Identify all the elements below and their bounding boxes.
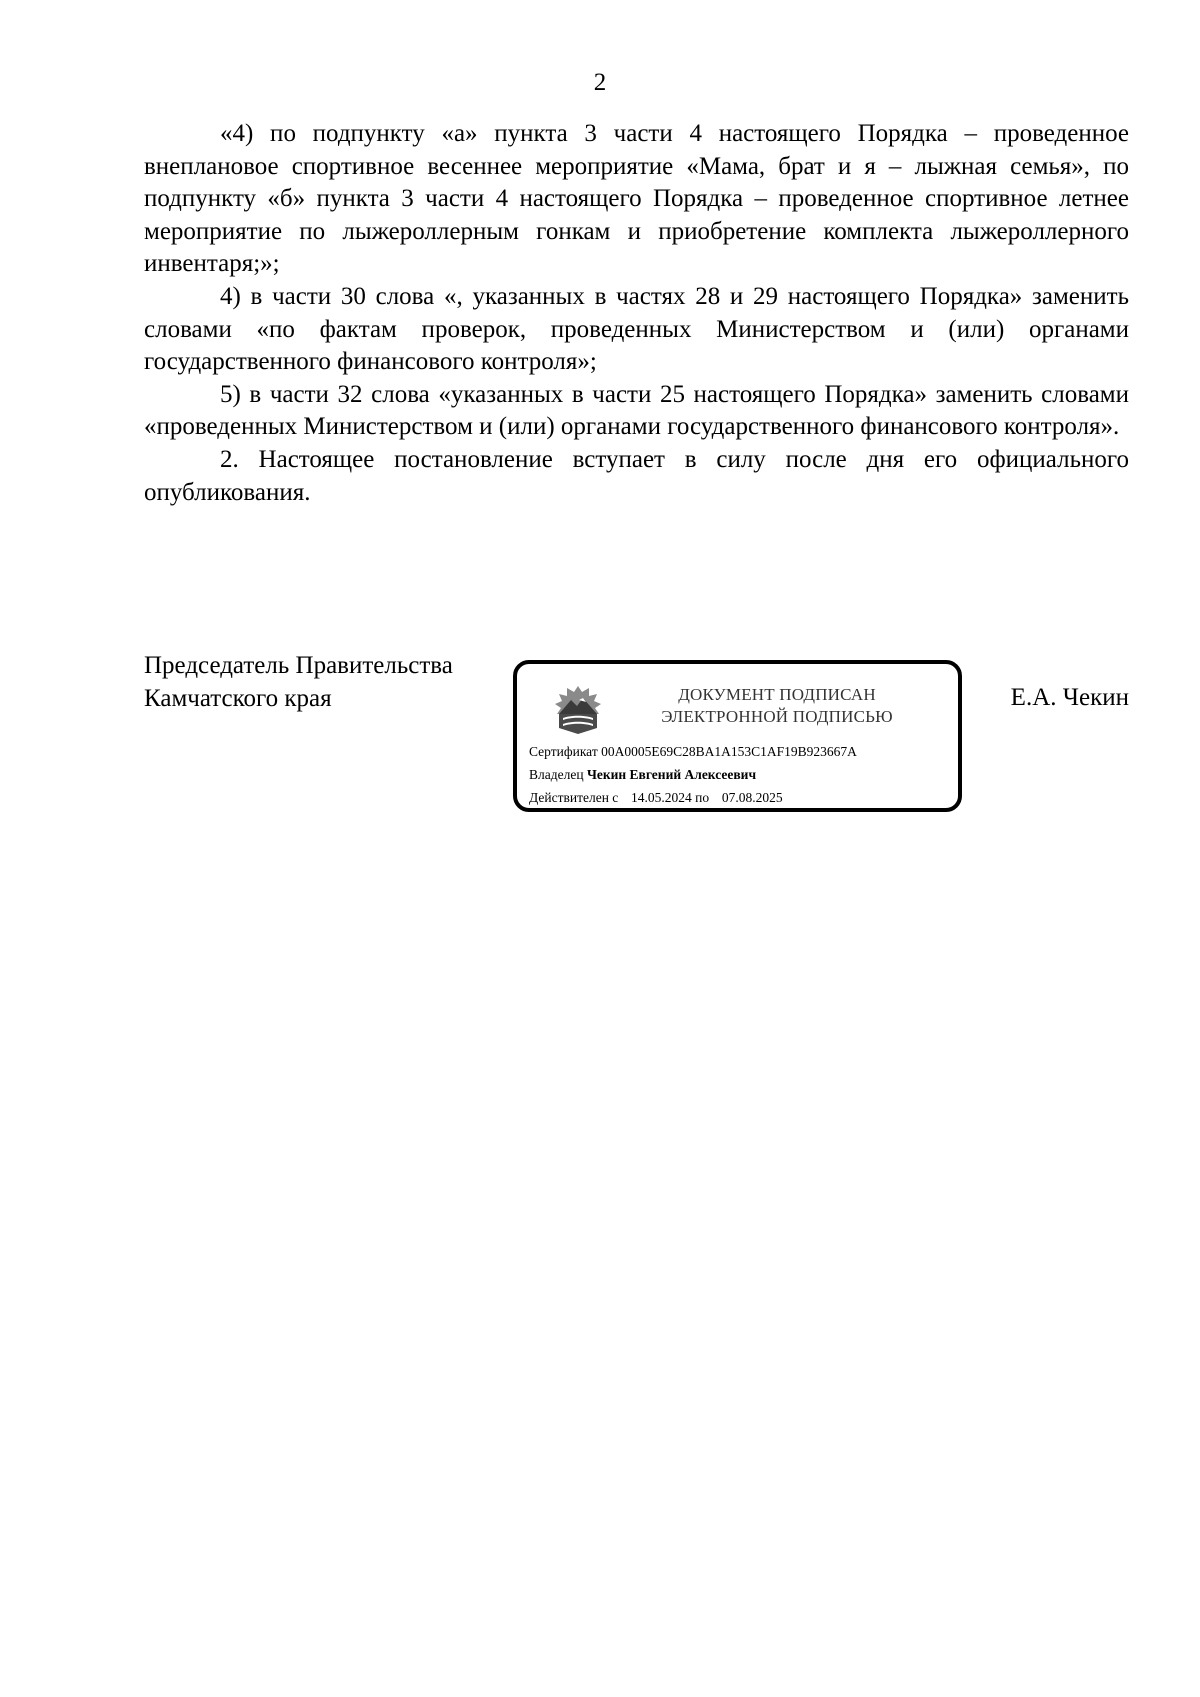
signatory-position-line-1: Председатель Правительства bbox=[144, 652, 453, 679]
owner-label: Владелец bbox=[529, 767, 584, 782]
certificate-label: Сертификат bbox=[529, 744, 598, 759]
signatory-position-line-2: Камчатского края bbox=[144, 684, 332, 712]
paragraph-amendment-4: 4) в части 30 слова «, указанных в частях 28 и 29 настоящего Порядка» заменить словами «по фактам проверок, проведенных Министерством и (или) органами государственного финансового контроля»; bbox=[144, 282, 1129, 376]
electronic-signature-stamp bbox=[513, 660, 962, 812]
paragraph-amendment-5: 5) в части 32 слова «указанных в части 25 настоящего Порядка» заменить словами «проведенных Министерством и (или) органами государственного финансового контроля». bbox=[144, 380, 1129, 441]
owner-value: Чекин Евгений Алексеевич bbox=[586, 767, 757, 782]
valid-from: 14.05.2024 bbox=[631, 790, 692, 805]
stamp-validity-line bbox=[529, 789, 783, 807]
page-number: 2 bbox=[593, 69, 607, 96]
signatory-position bbox=[144, 650, 453, 715]
stamp-title bbox=[617, 684, 937, 728]
stamp-title-line-1: ДОКУМЕНТ ПОДПИСАН bbox=[678, 685, 876, 704]
paragraph-item-4: «4) по подпункту «а» пункта 3 части 4 настоящего Порядка – проведенное внеплановое спортивное весеннее мероприятие «Мама, брат и я – лыжная семья», по подпункту «б» пункта 3 части 4 настоящего Порядка – проведенное спортивное летнее мероприятие по лыжероллерным гонкам и приобретение комплекта лыжероллерного инвентаря;»; bbox=[144, 120, 1129, 278]
paragraph-entry-into-force: 2. Настоящее постановление вступает в силу после дня его официального опубликования. bbox=[144, 445, 1129, 506]
stamp-certificate-line bbox=[529, 743, 857, 761]
signatory-name: Е.А. Чекин bbox=[1010, 684, 1129, 711]
certificate-value: 00A0005E69C28BA1A153C1AF19B923667A bbox=[601, 744, 857, 759]
valid-label: Действителен с bbox=[529, 790, 619, 805]
stamp-owner-line bbox=[529, 766, 756, 784]
document-body bbox=[144, 118, 1129, 509]
valid-to-label: по bbox=[695, 790, 710, 805]
stamp-title-line-2: ЭЛЕКТРОННОЙ ПОДПИСЬЮ bbox=[661, 707, 893, 726]
valid-to: 07.08.2025 bbox=[721, 790, 783, 805]
kamchatka-coat-of-arms-icon bbox=[553, 684, 603, 736]
